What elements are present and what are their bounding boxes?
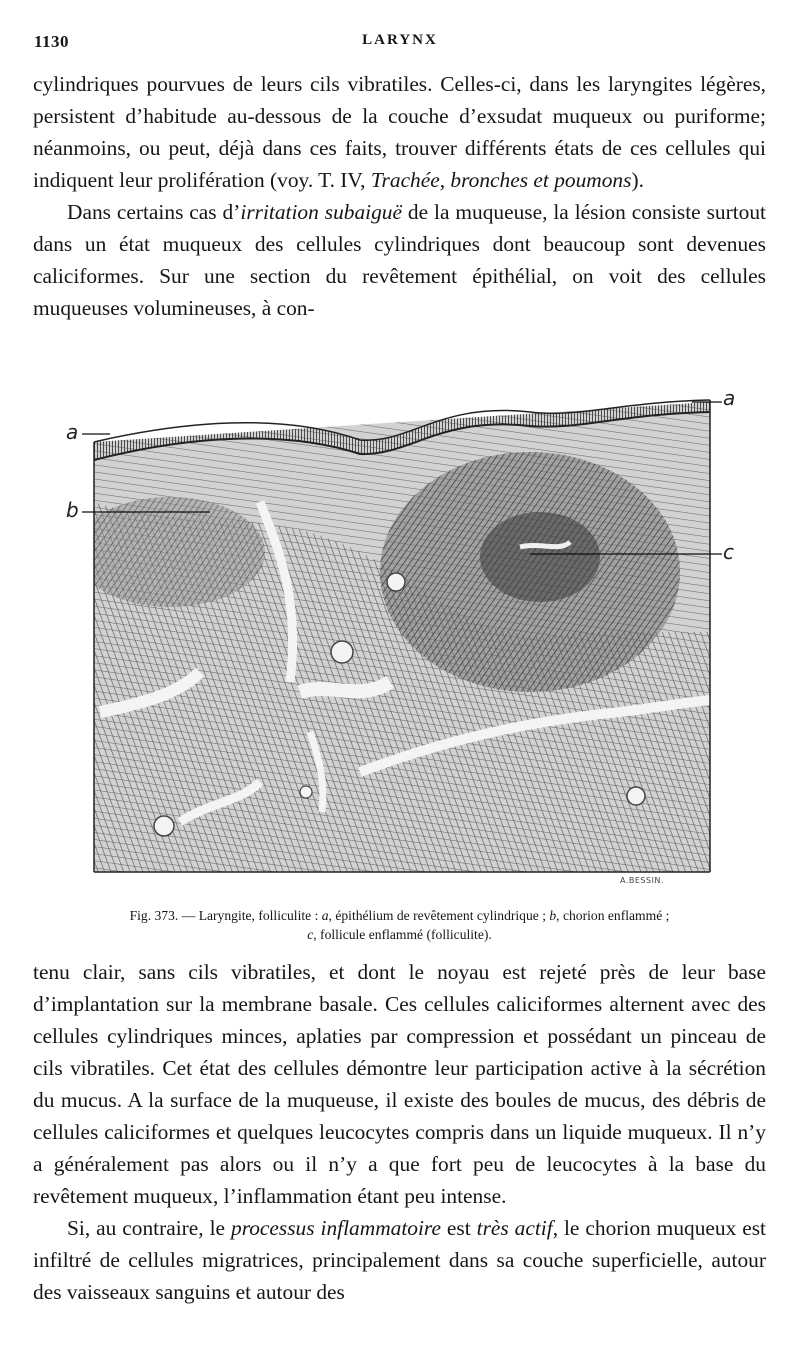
italic-run: très actif (476, 1216, 553, 1240)
italic-run: b (549, 908, 557, 923)
label-c: c (723, 540, 734, 564)
text-run: est (440, 1216, 477, 1240)
caption-line-1 (33, 906, 766, 925)
text-run: Dans certains cas d’ (67, 200, 241, 224)
italic-run: Trachée, bronches et poumons (370, 168, 632, 192)
body-text-top (33, 68, 766, 324)
text-run: ). (631, 168, 644, 192)
histology-figure (60, 382, 740, 894)
paragraph (33, 1212, 766, 1308)
paragraph (33, 196, 766, 324)
text-run: cylindriques pourvues de leurs cils vibratiles. Celles-ci, dans les laryngites légères, persistent d’habitude au-dessous de la couche d’exsudat muqueux ou puriforme; néanmoins, ou peut, déjà dans ces faits, trouver différents états de ces cellules qui indiquent leur prolifération (voy. T. IV, (33, 72, 766, 192)
page-number: 1130 (34, 32, 70, 51)
histology-illustration (60, 382, 740, 894)
body-text-bottom (33, 956, 766, 1308)
italic-run: irritation subaiguë (240, 200, 402, 224)
text-run: , follicule enflammé (folliculite). (313, 927, 492, 942)
running-title: LARYNX (362, 32, 438, 48)
text-run: Si, au contraire, le (67, 1216, 231, 1240)
caption-line-2 (33, 925, 766, 944)
paragraph (33, 68, 766, 196)
text-run: , chorion enflammé ; (556, 908, 670, 923)
italic-run: a (321, 908, 329, 923)
label-a-right: a (723, 386, 736, 410)
italic-run: c (307, 927, 314, 942)
artist-signature: A.BESSIN. (620, 876, 664, 885)
text-run: Fig. 373. — Laryngite, folliculite : (129, 908, 322, 923)
italic-run: processus inflammatoire (231, 1216, 441, 1240)
text-run: de la muqueuse, la lésion consiste surtout dans un état muqueux des cellules cylindriques dont beaucoup sont devenues caliciformes. Sur une section du revêtement épithélial, on voit des cellules muqueuses volumineuses, à con- (33, 200, 766, 320)
running-head (34, 32, 766, 56)
label-a-left: a (66, 420, 79, 444)
text-run: , le chorion muqueux est infiltré de cellules migratrices, principalement dans sa couche superficielle, autour des vaisseaux sanguins et autour des (33, 1216, 767, 1304)
figure-caption (33, 906, 766, 944)
text-run: , épithélium de revêtement cylindrique ; (328, 908, 550, 923)
text-run: tenu clair, sans cils vibratiles, et dont le noyau est rejeté près de leur base d’implantation sur la membrane basale. Ces cellules caliciformes alternent avec des cellules cylindriques minces, aplaties par compression et possédant un pinceau de cils vibratiles. Cet état des cellules démontre leur participation active à la sécrétion du mucus. A la surface de la muqueuse, il existe des boules de mucus, des débris de cellules caliciformes et quelques leucocytes compris dans un liquide muqueux. Il n’y a généralement pas alors ou il n’y a que fort peu de leucocytes à la base du revêtement muqueux, l’inflammation étant peu intense. (33, 960, 766, 1208)
label-b: b (66, 498, 79, 522)
paragraph (33, 956, 766, 1212)
